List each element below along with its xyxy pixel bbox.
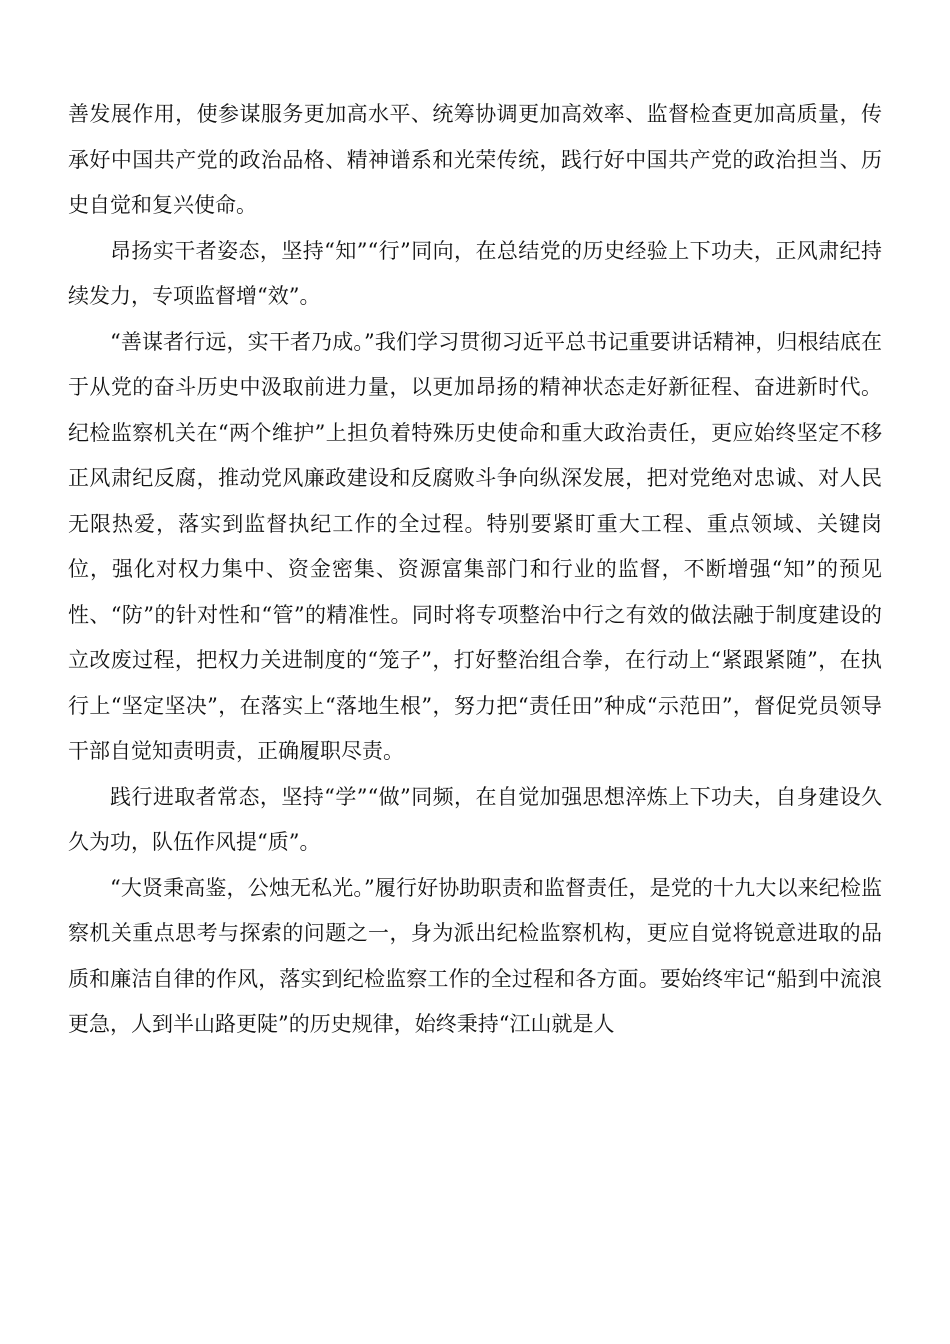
document-body	[68, 92, 882, 1048]
paragraph-supervision: “善谋者行远，实干者乃成。”我们学习贯彻习近平总书记重要讲话精神，归根结底在于从党的奋斗历史中汲取前进力量，以更加昂扬的精神状态走好新征程、奋进新时代。纪检监察机关在“两个维护”上担负着特殊历史使命和重大政治责任，更应始终坚定不移正风肃纪反腐，推动党风廉政建设和反腐败斗争向纵深发展，把对党绝对忠诚、对人民无限热爱，落实到监督执纪工作的全过程。特别要紧盯重大工程、重点领域、关键岗位，强化对权力集中、资金密集、资源富集部门和行业的监督，不断增强“知”的预见性、“防”的针对性和“管”的精准性。同时将专项整治中行之有效的做法融于制度建设的立改废过程，把权力关进制度的“笼子”，打好整治组合拳，在行动上“紧跟紧随”，在执行上“坚定坚决”，在落实上“落地生根”，努力把“责任田”种成“示范田”，督促党员领导干部自觉知责明责，正确履职尽责。	[68, 329, 882, 763]
paragraph-heading-practice: 昂扬实干者姿态，坚持“知”“行”同向，在总结党的历史经验上下功夫，正风肃纪持续发力，专项监督增“效”。	[68, 238, 882, 308]
paragraph-continued: 善发展作用，使参谋服务更加高水平、统筹协调更加高效率、监督检查更加高质量，传承好中国共产党的政治品格、精神谱系和光荣传统，践行好中国共产党的政治担当、历史自觉和复兴使命。	[68, 102, 882, 217]
paragraph-heading-learning: 践行进取者常态，坚持“学”“做”同频，在自觉加强思想淬炼上下功夫，自身建设久久为功，队伍作风提“质”。	[68, 784, 882, 854]
paragraph-self-building: “大贤秉高鉴，公烛无私光。”履行好协助职责和监督责任，是党的十九大以来纪检监察机关重点思考与探索的问题之一，身为派出纪检监察机构，更应自觉将锐意进取的品质和廉洁自律的作风，落实到纪检监察工作的全过程和各方面。要始终牢记“船到中流浪更急，人到半山路更陡”的历史规律，始终秉持“江山就是人	[68, 875, 882, 1036]
